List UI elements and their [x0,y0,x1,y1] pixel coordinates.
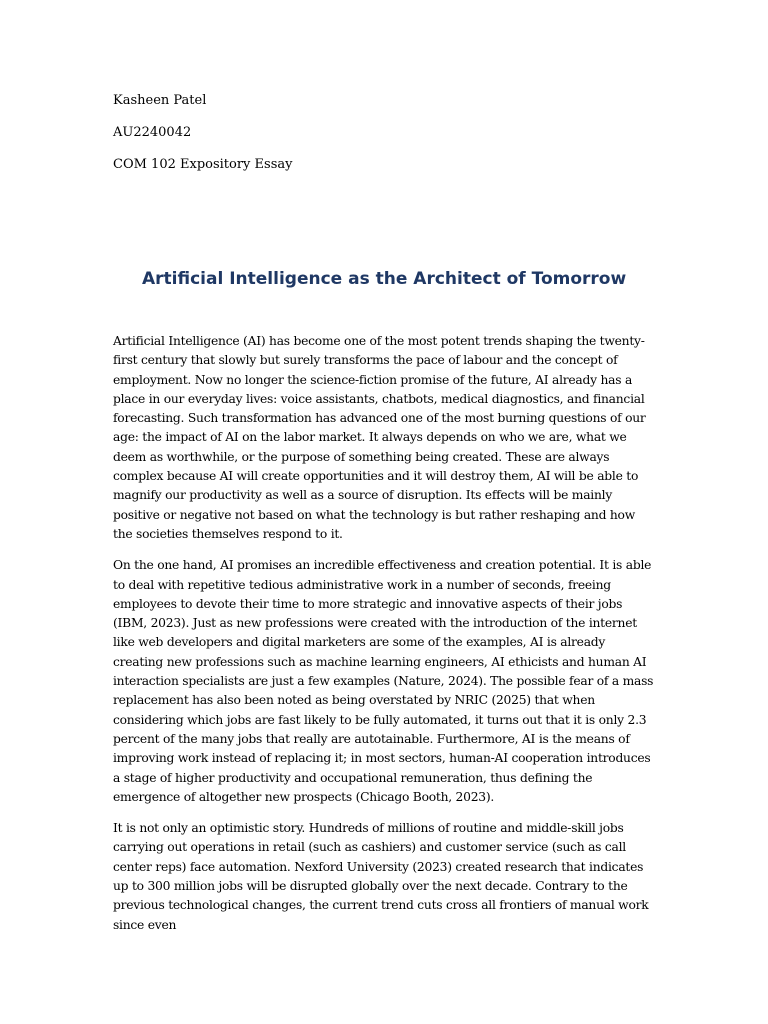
paragraph-2: On the one hand, AI promises an incredible effectiveness and creation potential. It is able to deal with repetitive tedious administrative work in a number of seconds, freeing employees to devote their time to more strategic and innovative aspects of their jobs (IBM, 2023). Just as new professions were created with the introduction of the internet like web developers and digital marketers are some of the examples, AI is already creating new professions such as machine learning engineers, AI ethicists and human AI interaction specialists are just a few examples (Nature, 2024). The possible fear of a mass replacement has also been noted as being overstated by NRIC (2025) that when considering which jobs are fast likely to be fully automated, it turns out that it is only 2.3 percent of the many jobs that really are autotainable. Furthermore, AI is the means of improving work instead of replacing it; in most sectors, human-AI cooperation introduces a stage of higher productivity and occupational remuneration, thus defining the emergence of altogether new prospects (Chicago Booth, 2023). [113,558,654,804]
paragraph-3: It is not only an optimistic story. Hundreds of millions of routine and middle-skill jobs carrying out operations in retail (such as cashiers) and customer service (such as call center reps) face automation. Nexford University (2023) created research that indicates up to 300 million jobs will be disrupted globally over the next decade. Contrary to the previous technological changes, the current trend cuts cross all frontiers of manual work since even [113,821,649,932]
paragraph-1: Artificial Intelligence (AI) has become one of the most potent trends shaping the twenty-first century that slowly but surely transforms the pace of labour and the concept of employment. Now no longer the science-fiction promise of the future, AI already has a place in our everyday lives: voice assistants, chatbots, medical diagnostics, and financial forecasting. Such transformation has advanced one of the most burning questions of our age: the impact of AI on the labor market. It always depends on who we are, what we deem as worthwhile, or the purpose of something being created. These are always complex because AI will create opportunities and it will destroy them, AI will be able to magnify our productivity as well as a source of disruption. Its effects will be mainly positive or negative not based on what the technology is but rather reshaping and how the societies themselves respond to it. [113,334,646,541]
course-name: COM 102 Expository Essay [113,157,293,172]
essay-header [113,92,673,188]
author-name: Kasheen Patel [113,93,207,108]
essay-body [113,332,658,947]
essay-title: Artificial Intelligence as the Architect of Tomorrow [142,269,627,289]
student-id: AU2240042 [113,125,192,140]
